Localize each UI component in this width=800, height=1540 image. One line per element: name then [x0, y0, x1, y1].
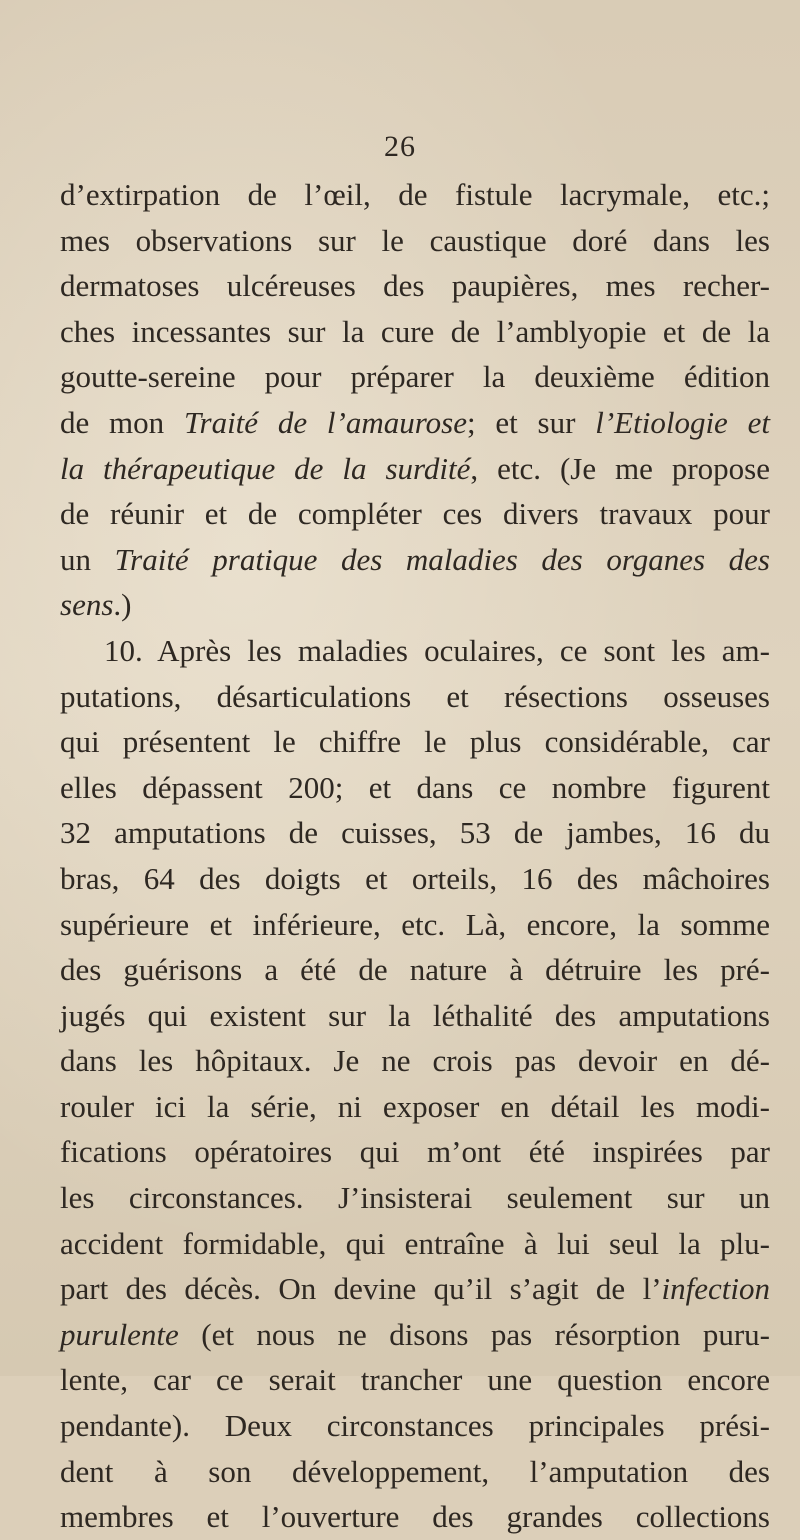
text-segment: 32 amputations de cuisses, 53 de jambes, 16 du: [60, 815, 770, 851]
text-line: [60, 400, 770, 446]
text-segment: membres et l’ouverture des grandes collections: [60, 1499, 770, 1535]
text-line: [60, 218, 770, 264]
text-line: [60, 810, 770, 856]
text-line: [60, 1084, 770, 1130]
text-line: [60, 628, 770, 674]
text-line: [60, 537, 770, 583]
text-line: [60, 263, 770, 309]
italic-text-segment: sens: [60, 587, 114, 623]
text-line: [60, 354, 770, 400]
italic-text-segment: infection: [661, 1271, 770, 1307]
text-segment: de réunir et de compléter ces divers travaux pour: [60, 496, 770, 532]
text-line: [60, 947, 770, 993]
text-segment: mes observations sur le caustique doré dans les: [60, 222, 770, 258]
text-line: [60, 674, 770, 720]
text-segment: accident formidable, qui entraîne à lui seul la plu-: [60, 1225, 770, 1261]
text-line: [60, 1494, 770, 1540]
italic-text-segment: Traité pratique des maladies des organes des: [114, 541, 770, 577]
text-line: [60, 719, 770, 765]
text-segment: .): [113, 587, 132, 623]
text-segment: part des décès. On devine qu’il s’agit de l’: [60, 1271, 662, 1307]
text-line: [60, 1175, 770, 1221]
text-segment: bras, 64 des doigts et orteils, 16 des mâchoires: [60, 860, 770, 896]
text-segment: de mon: [60, 404, 184, 440]
text-line: [60, 309, 770, 355]
italic-text-segment: l’Etiologie et: [595, 404, 770, 440]
text-segment: fications opératoires qui m’ont été inspirées par: [60, 1134, 770, 1170]
text-segment: supérieure et inférieure, etc. Là, encore, la somme: [60, 906, 770, 942]
text-line: [60, 765, 770, 811]
text-segment: les circonstances. J’insisterai seulement sur un: [60, 1180, 770, 1216]
body-text: [60, 172, 770, 1540]
text-segment: ; et sur: [466, 404, 596, 440]
italic-text-segment: purulente: [60, 1316, 179, 1352]
italic-text-segment: Traité de l’amaurose: [183, 404, 467, 440]
text-line: [60, 1357, 770, 1403]
text-segment: putations, désarticulations et résections osseuses: [60, 678, 770, 714]
text-line: [60, 856, 770, 902]
text-segment: dent à son développement, l’amputation des: [60, 1453, 770, 1489]
text-line: [60, 1403, 770, 1449]
text-segment: d’extirpation de l’œil, de fistule lacrymale, etc.;: [60, 177, 770, 212]
text-line: [60, 1266, 770, 1312]
text-segment: qui présentent le chiffre le plus considérable, car: [60, 724, 770, 760]
text-line: [60, 582, 770, 628]
text-segment: rouler ici la série, ni exposer en détail les modi-: [60, 1088, 770, 1124]
text-line: [60, 172, 770, 218]
text-segment: (et nous ne disons pas résorption puru-: [178, 1316, 770, 1352]
text-line: [60, 491, 770, 537]
text-line: [60, 902, 770, 948]
text-line: [60, 446, 770, 492]
text-segment: elles dépassent 200; et dans ce nombre figurent: [60, 769, 770, 805]
text-segment: ches incessantes sur la cure de l’amblyopie et de la: [60, 313, 770, 349]
text-segment: jugés qui existent sur la léthalité des amputations: [60, 997, 770, 1033]
text-line: [60, 1221, 770, 1267]
text-segment: un: [60, 541, 115, 577]
text-line: [60, 993, 770, 1039]
text-segment: dans les hôpitaux. Je ne crois pas devoir en dé-: [60, 1043, 770, 1079]
text-line: [60, 1312, 770, 1358]
text-line: [60, 1449, 770, 1495]
text-segment: pendante). Deux circonstances principales prési-: [60, 1408, 770, 1444]
page-number: 26: [384, 130, 416, 163]
text-segment: , etc. (Je me propose: [470, 450, 770, 486]
text-segment: 10. Après les maladies oculaires, ce sont les am-: [104, 632, 770, 668]
text-segment: dermatoses ulcéreuses des paupières, mes recher-: [60, 268, 770, 304]
text-line: [60, 1129, 770, 1175]
text-line: [60, 1038, 770, 1084]
italic-text-segment: la thérapeutique de la surdité: [60, 450, 471, 486]
text-segment: lente, car ce serait trancher une question encore: [60, 1362, 770, 1398]
text-segment: goutte-sereine pour préparer la deuxième édition: [60, 359, 770, 395]
text-segment: des guérisons a été de nature à détruire les pré-: [60, 952, 770, 988]
